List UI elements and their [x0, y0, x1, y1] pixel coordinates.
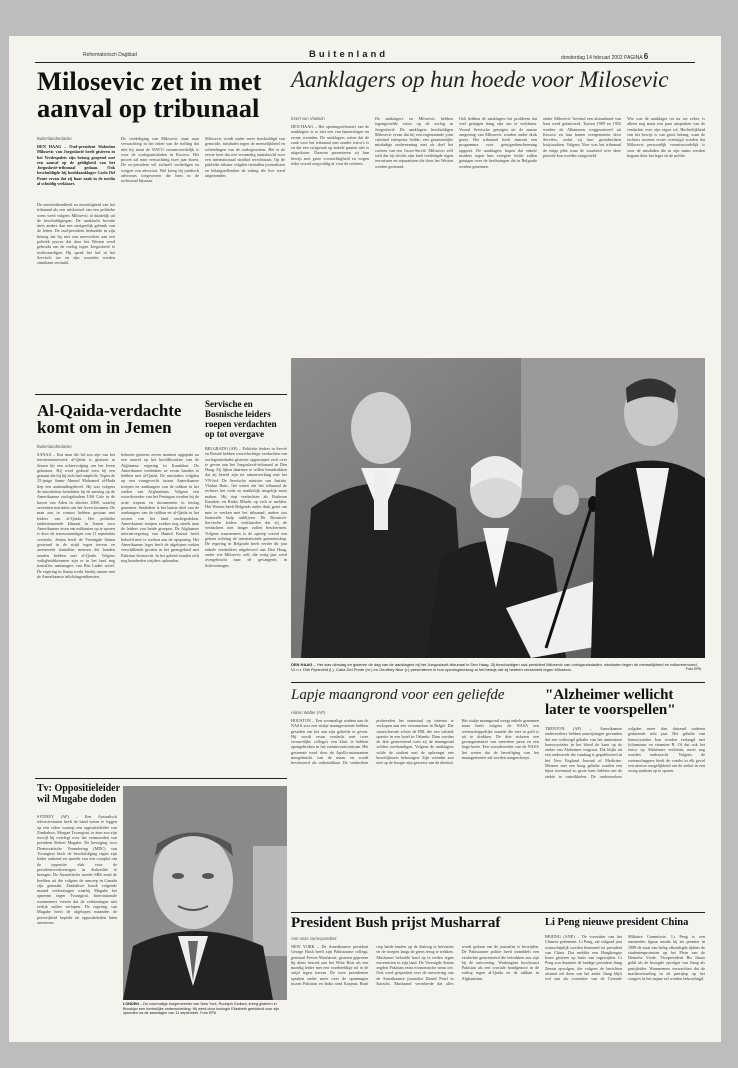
serviers-headline: Servische en Bosnische leiders roepen verdachten op tot overgave: [205, 399, 277, 439]
photo-credit: Foto EPA: [200, 1011, 217, 1016]
divider: [291, 682, 705, 683]
milosevic-col2: De verdediging van Milosevic staat naar verwachting in het teken van de stelling dat niet hij maar de NAVO verantwoordelijk is voor de oorlogsmisdaden in Kosovo. Het proces zal naar verwachting twee jaar duren. De ex-president wil zichzelf verdedigen en weigert een advocaat. Wel kreeg hij juridisch adviseurs toegewezen die hem in de rechtszaal bijstaan.: [121, 136, 199, 184]
date-line: donderdag 14 februari 2002 PAGINA 6: [561, 52, 649, 61]
tribunal-photo: [291, 358, 705, 658]
photo-credit: Foto EPA: [685, 667, 701, 671]
lapje-headline: Lapje maangrond voor een geliefde: [291, 687, 505, 703]
alqaida-col1: SANAA – Een man die lid zou zijn van het terroristennetwerk al-Qaida is gisteren in Jemen bij een achtervolging om het leven gekomen. Hij werd gedood toen hij een granaat die hij bij zich had ontplofte. Tegen de 25-jarige Samir Ahmed Mohamed al-Hada liep een aanhoudingsbevel. Hij was volgens de autoriteiten betrokken bij de aanslag op de Amerikaanse oorlogsbodem USS Cole in de haven van Aden in oktober 2000, waarbij zeventien mariniers om het leven kwamen. De man zou in contact hebben gestaan met leiders van al-Qaida. Het politieke ondersteunende klimaat in Jemen voor Amerikaanse eisen om militanten op te sporen is door de terreuraanslagen van 11 september versterkt. Jemen heeft de Verenigde Staten gesteund in de strijd tegen terreur en arresteerde tientallen mensen die banden zouden hebben met al-Qaida. Volgens veiligheidsbronnen zijn er in het land nog tientallen aanhangers van Bin Laden actief. De regering in Sanaa werkt hierbij samen met de Amerikaanse inlichtingendiensten.: [37, 452, 115, 579]
milosevic-col6: Ook hebben de aanklagers het probleem dat veel getuigen bang zijn om te verklaren. Vooral Servische getuigen uit de naaste omgeving van Milosevic worden onder druk gezet. Het tribunaal heeft daarom een programma voor getuigenbescherming opgezet. De aanklagers hopen dat enkele insiders tegen hun vroegere leider zullen getuigen over de beslissingen die in Belgrado werden genomen.: [459, 116, 537, 169]
milosevic-col7: onder Milosevic' bewind een alstandaard van haat werd gelanceerd. Tussen 1989 en 1992 werden de Albanezen weggezuiverd uit Kosovo en hun banen overgenomen door Serviërs, zodat zij hun grondrechten kwijtraakten. Volgens Nice was het tribunaal de enige plek waar de waarheid over deze periode kon worden vastgesteld.: [543, 116, 621, 159]
milosevic-headline: Milosevic zet in met aanval op tribunaal: [37, 66, 262, 124]
page-number: 6: [643, 52, 649, 61]
divider: [291, 912, 705, 913]
lapje-byline: Alison Walter (AP): [291, 710, 326, 715]
milosevic-byline: Buitenlandredactie: [37, 136, 72, 141]
milosevic-headline-right: Aanklagers op hun hoede voor Milosevic: [291, 67, 669, 92]
milosevic-col3: Milosevic wordt onder meer beschuldigd van genocide, misdaden tegen de menselijkheid en schendingen van de oorlogswetten. Het is de eerste keer dat een voormalig staatshoofd voor een internationaal strafhof terechtstaat. Op de publieke tribune volgden tientallen journalisten en belangstellenden de zitting die live werd uitgezonden.: [205, 136, 285, 179]
mugabe-headline: Tv: Oppositieleider wil Mugabe doden: [37, 783, 120, 805]
milosevic-byline-right: Evert van Vlastuin: [291, 116, 325, 121]
milosevic-lead: DEN HAAG – Oud-president Slobodan Milosevic van Joegoslavië heeft gisteren in het Vredespaleis zijn betoog geopend met een aanval op de geldigheid van het Joegoslavië-tribunaal gedaan. Ook beschuldigde hij hoofdaanklager Carla Del Ponte ervan dat zij haar zaak in de media al schuldig verklaart.: [37, 144, 115, 187]
milosevic-col1: De ontoereikendheid en onwettigheid van het tribunaal als een uitvloeisel van een politieke wens werd volgens Milosevic al duidelijk uit de beschuldigingen. De aanklacht bevatte niets anders dan een oneigenlijk gebruik van de feiten. De oud-president herhaalde in zijn betoog dat hij niet zou meewerken aan een politiek proces dat door het Westen werd gebruikt om de oorlog tegen Joegoslavië te rechtvaardigen. Hij sprak het hof in het Servisch toe en zijn woorden werden simultaan vertaald.: [37, 202, 115, 266]
bush-body: NEW YORK – De Amerikaanse president George Bush heeft zijn Pakistaanse collega, generaal Pervez Musharraf, gisteren geprezen bij diens bezoek aan het Witte Huis als een moedig leider met een voorbeeldige rol in de strijd tegen terreur. De twee presidenten spraken onder meer over de spanningen tussen Pakistan en India rond Kasjmir. Bush riep beide landen op de dialoog te hervatten en de troepen langs de grens terug te trekken. Musharraf beloofde hard op te treden tegen extremisten in zijn land. De Verenigde Staten zegden Pakistan extra economische steun toe. Ook werd gesproken over de ontvoering van de Amerikaanse journalist Daniel Pearl in Karachi. Musharraf verzekerde dat alles wordt gedaan om de journalist te bevrijden. De Pakistaanse politie heeft inmiddels een verdachte gearresteerd die betrokken zou zijn bij de ontvoering. Washington beschouwt Pakistan als een cruciale bondgenoot in de oorlog tegen al-Qaida en de taliban in Afghanistan.: [291, 944, 539, 987]
milosevic-col5: De aanklagers en Milosevic hebben tegengestelde visies op de oorlog in Joegoslavië. De aanklagers beschuldigen Milosevic ervan dat hij een zogenaamde joint criminal enterprise leidde, een gezamenlijke misdadige onderneming met als doel het creëren van een Groot-Servië. Milosevic zelf stelt dat hij slechts zijn land verdedigde tegen terroristen en separatisten die door het Westen werden gesteund.: [375, 116, 453, 169]
bush-headline: President Bush prijst Musharraf: [291, 915, 501, 931]
header-rule: [35, 62, 695, 63]
mugabe-body: SYDNEY (AP) – Een Australisch televisiestation heeft de hand weten te leggen op een video waarop een oppositieleider van Zimbabwe, Morgan Tsvangirai, te zien zou zijn terwijl hij overlegt over het vermoorden van president Robert Mugabe. De beweging voor Democratische Verandering (MDC) van Tsvangirai heeft de beschuldiging tegen zijn leider ontkend en spreekt van een complot om de oppositie vlak voor de presidentsverkiezingen in diskrediet te brengen. De Australische zender SBS zond de beelden uit die volgens de omroep in Canada zijn gemaakt. Zimbabwe houdt volgende maand verkiezingen waarbij Mugabe het opneemt tegen Tsvangirai. Internationale waarnemers vrezen dat de verkiezingen niet eerlijk zullen verlopen. De regering van Mugabe heeft de afgelopen maanden de persvrijheid beperkt en oppositieleden laten arresteren.: [37, 814, 117, 925]
main-photo-caption: DEN HAAG – Het was dinsdag en gisteren de dag van de aanklagers bij het Joegoslavië-tribunaal in Den Haag. Zij beschuldigen oud-president Milosevic van oorlogsmisdaden, misdaden tegen de menselijkheid en volkerenmoord. V.l.n.r. Dirk Ryneveld (l.), Carla Del Ponte (m.) en Geoffrey Nice (r.) presenteren in hun openingsbetoog al het bewijs dat zij hebben verzameld tegen Milosevic. Foto EPA: [291, 662, 701, 672]
newspaper-page: [9, 36, 721, 1042]
giuliani-photo: [123, 786, 287, 1000]
divider: [35, 394, 287, 395]
lipeng-body: BEIJING (ANP) – De voorzitter van het Chinese parlement, Li Peng, zal volgend jaar waarschijnlijk worden benoemd tot president van China. Dat meldde een Hongkongse krant gisteren op basis van ingewijden. Li Peng zou daarmee de huidige president Jiang Zemin opvolgen, die volgens de berichten afstand zal doen van het ambt. Jiang blijft wel aan als voorzitter van de Centrale Militaire Commissie. Li Peng is een omstreden figuur omdat hij als premier in 1989 de staat van beleg afkondigde tijdens de studentenprotesten op het Plein van de Hemelse Vrede. Vicepresident Hu Jintao geldt als de beoogde opvolger van Jiang als partijleider. Waarnemers verwachten dat de machtswisseling in de partijtop op het congres in het najaar zal worden bekrachtigd.: [545, 934, 705, 982]
section-title: Buitenland: [309, 49, 389, 60]
alqaida-headline: Al-Qaida-verdachte komt om in Jemen: [37, 401, 182, 438]
alqaida-col2: behoren gisteren zeven mannen opgepakt na een aanval op het hoofdkwartier van de Afghaanse regering in Kandahar. De Amerikanen verdenken ze ervan banden te hebben met al-Qaida. De arrestaties volgden op een vuurgevecht tussen Amerikaanse troepen en aanhangers van de taliban in het zuiden van Afghanistan. Volgens een woordvoerder van het Pentagon werden bij de actie wapens en documenten in beslag genomen. Sindsdien is het laatste deel van de aanhangers van de taliban en al-Qaida in het oosten van het land ondergedoken. Amerikaanse troepen zoeken nog steeds naar de leiders van beide groepen. De Afghaanse interim-regering van Hamid Karzai heeft beloofd mee te werken aan de opsporing. Het Amerikaanse leger heeft de afgelopen weken verschillende grotten in het grensgebied met Pakistan doorzocht. In het gebied zouden zich nog honderden strijders ophouden.: [121, 452, 199, 563]
alzheimer-body: TRENTON (AP) – Amerikaanse onderzoekers hebben aanwijzingen gevonden dat een verhoogd gehalte van het aminozuur homocysteïne in het bloed de kans op de ziekte van Alzheimer vergroot. Dat blijkt uit een onderzoek dat vandaag is gepubliceerd in het New England Journal of Medicine. Mensen met een hoog gehalte zouden een bijna tweemaal zo grote kans hebben om de ziekte te ontwikkelen. De onderzoekers volgden meer dan duizend ouderen gedurende acht jaar. Het gehalte van homocysteïne kan worden verlaagd met foliumzuur en vitamine B. Of dat ook het risico op Alzheimer verkleint, moet nog worden onderzocht. Volgens de wetenschappers biedt de vondst in elk geval een nieuwe mogelijkheid om de ziekte in een vroeg stadium op te sporen.: [545, 726, 705, 779]
giuliani-caption: LONDEN – De voormalige burgemeester van New York, Rudolph Giuliani, kreeg gisteren in Brooklyn een koninklijke onderscheiding. Hij werd door koningin Elizabeth geridderd voor zijn optreden na de aanslagen van 11 september. Foto EPA: [123, 1002, 280, 1016]
bush-byline: Van onze correspondent: [291, 936, 337, 941]
alzheimer-headline: "Alzheimer wellicht later te voorspellen": [545, 687, 676, 719]
lapje-body: HOUSTON – Een voormalige student aan de NASA zou een stukje maangesteente hebben gestolen om het aan zijn geliefde te geven. Hij wordt ervan verdacht met twee vrouwelijke collega's een kluis te hebben opengebroken in het ruimtevaartcentrum. Het gesteente werd door de Apollo-astronauten meegebracht van de maan en wordt beschouwd als onbetaalbaar. De verdachten probeerden het materiaal op internet te verkopen aan een verzamelaar in België. Die waarschuwde echter de FBI, die een valstrik opzette in een hotel in Orlando. Daar werden de drie gearresteerd toen zij de maangrond wilden overhandigen. Volgens de aanklagers wilde de student met de opbrengst een huwelijksreis bekostigen. Zijn vriendin zou niet op de hoogte zijn geweest van de diefstal. Het stukje maangrond weegt enkele grammen maar heeft volgens de NASA een wetenschappelijke waarde die niet in geld is uit te drukken. De drie riskeren een gevangenisstraf van meerdere jaren en een hoge boete. Een woordvoerder van de NASA liet weten dat de beveiliging van het maangesteente zal worden aangescherpt.: [291, 718, 539, 766]
newspaper-name: Reformatorisch Dagblad: [83, 52, 137, 58]
prosecutors-image: [291, 358, 705, 658]
milosevic-col8: Wie was de aanklager tot nu toe zeker, is alleen nog maar een paar uitspraken van de verdachte over zijn eigen rol. Hechtelijkheid van het bewijs is van groot belang, want de rechters moeten ervan overtuigd worden dat Milosevic persoonlijk verantwoordelijk is voor de misdaden die in zijn naam werden begaan door het leger en de politie.: [627, 116, 705, 159]
giuliani-image: [123, 786, 287, 1000]
milosevic-col4: DEN HAAG – Het openingsoffensief van de aanklagers is er niet een van hamerslagen en zware woorden. De aanklagers weten dat de zaak voor het tribunaal niet zonder risico's is en dat een vrijspraak op enkele punten niet is uitgesloten. Daarom presenteren zij hun bewijs met grote voorzichtigheid en wegen ieder woord zorgvuldig af voor de rechters.: [291, 124, 369, 167]
lipeng-headline: Li Peng nieuwe president China: [545, 917, 689, 928]
divider: [35, 778, 287, 779]
alqaida-byline: Buitenlandredactie: [37, 444, 72, 449]
serviers-body: BELGRADO (AP) – Politieke leiders in Servië en Bosnië hebben voortvluchtige verdachten van oorlogsmisdaden gisteren opgeroepen zich over te geven aan het Joegoslavië-tribunaal in Den Haag. Zij lijken daarmee te willen benadrukken dat zij bereid zijn tot samenwerking met het VN-hof. De Servische minister van Justitie, Vladan Batic, liet weten dat het tribunaal de rechters het werk zo makkelijk mogelijk moet maken. Hij riep verdachten als Radovan Karadzic en Ratko Mladic op zich te melden. Het Westen heeft Belgrado onder druk gezet om mee te werken met het tribunaal, anders zou financiële hulp uitblijven. De Bosnisch-Servische leiders verklaarden dat zij de verdachten niet langer zullen beschermen. Volgens waarnemers is de oproep vooral een gebaar richting de internationale gemeenschap. De regering in Belgrado heeft eerder dit jaar enkele verdachten uitgeleverd aan Den Haag, onder wie Milosevic zelf, die vorig jaar werd overgebracht naar de gevangenis in Scheveningen.: [205, 446, 287, 568]
